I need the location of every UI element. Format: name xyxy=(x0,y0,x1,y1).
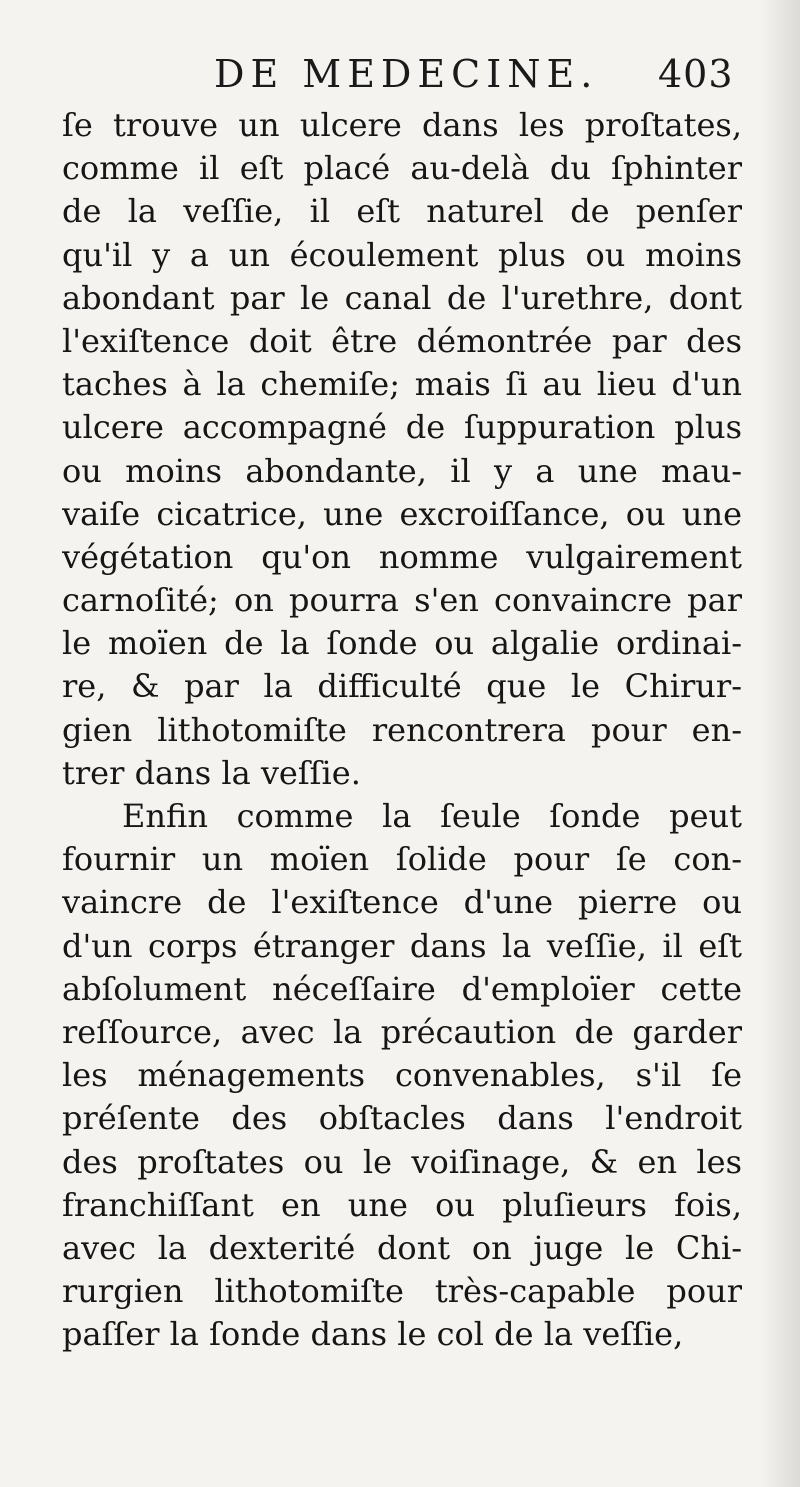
text-line: trer dans la veſſie. xyxy=(62,753,361,792)
text-line: Enfin comme la ſeule ſonde peut xyxy=(122,797,742,835)
text-line: reſſource, avec la précaution de garder xyxy=(62,1012,742,1051)
text-line: préſente des obſtacles dans l'endroit xyxy=(62,1099,742,1138)
text-line: abondant par le canal de l'urethre, dont xyxy=(62,278,742,317)
paragraph-1 xyxy=(62,104,742,795)
text-line: le moïen de la ſonde ou algalie ordinai- xyxy=(62,624,742,663)
text-line: qu'il y a un écoulement plus ou moins xyxy=(62,235,742,274)
paragraph-2 xyxy=(62,795,742,1356)
text-line: végétation qu'on nomme vulgairement xyxy=(62,537,742,576)
text-line: avec la dexterité dont on juge le Chi- xyxy=(62,1228,742,1267)
text-line: ou moins abondante, il y a une mau- xyxy=(62,451,742,490)
text-line: carnoſité; on pourra s'en convaincre par xyxy=(62,581,742,620)
text-line: vaincre de l'exiſtence d'une pierre ou xyxy=(62,883,742,922)
running-head: DE MEDECINE. xyxy=(214,52,599,96)
text-line: ſe trouve un ulcere dans les proſtates, xyxy=(62,106,742,144)
text-line: gien lithotomiſte rencontrera pour en- xyxy=(62,710,742,749)
text-line: vaiſe cicatrice, une excroiſſance, ou une xyxy=(62,494,742,533)
text-line: l'exiſtence doit être démontrée par des xyxy=(62,321,742,360)
text-line: les ménagements convenables, s'il ſe xyxy=(62,1056,742,1095)
text-line: re, & par la difficulté que le Chirur- xyxy=(62,667,742,706)
text-line: paſſer la ſonde dans le col de la veſſie, xyxy=(62,1315,684,1354)
text-line: rurgien lithotomiſte très-capable pour xyxy=(62,1272,742,1311)
text-line: franchiſſant en une ou pluſieurs fois, xyxy=(62,1185,742,1224)
text-line: ulcere accompagné de ſuppuration plus xyxy=(62,408,742,447)
text-line: fournir un moïen ſolide pour ſe con- xyxy=(62,840,742,879)
text-line: des proſtates ou le voiſinage, & en les xyxy=(62,1142,742,1181)
text-line: comme il eſt placé au-delà du ſphinter xyxy=(62,149,742,188)
text-line: taches à la chemiſe; mais ſi au lieu d'un xyxy=(62,365,742,404)
text-line: abſolument néceſſaire d'emploïer cette xyxy=(62,969,742,1008)
page-edge-shadow xyxy=(760,0,800,1487)
page-number: 403 xyxy=(658,52,734,96)
body-text xyxy=(62,104,742,1356)
text-line: d'un corps étranger dans la veſſie, il eſt xyxy=(62,926,742,965)
text-line: de la veſſie, il eſt naturel de penſer xyxy=(62,192,742,231)
